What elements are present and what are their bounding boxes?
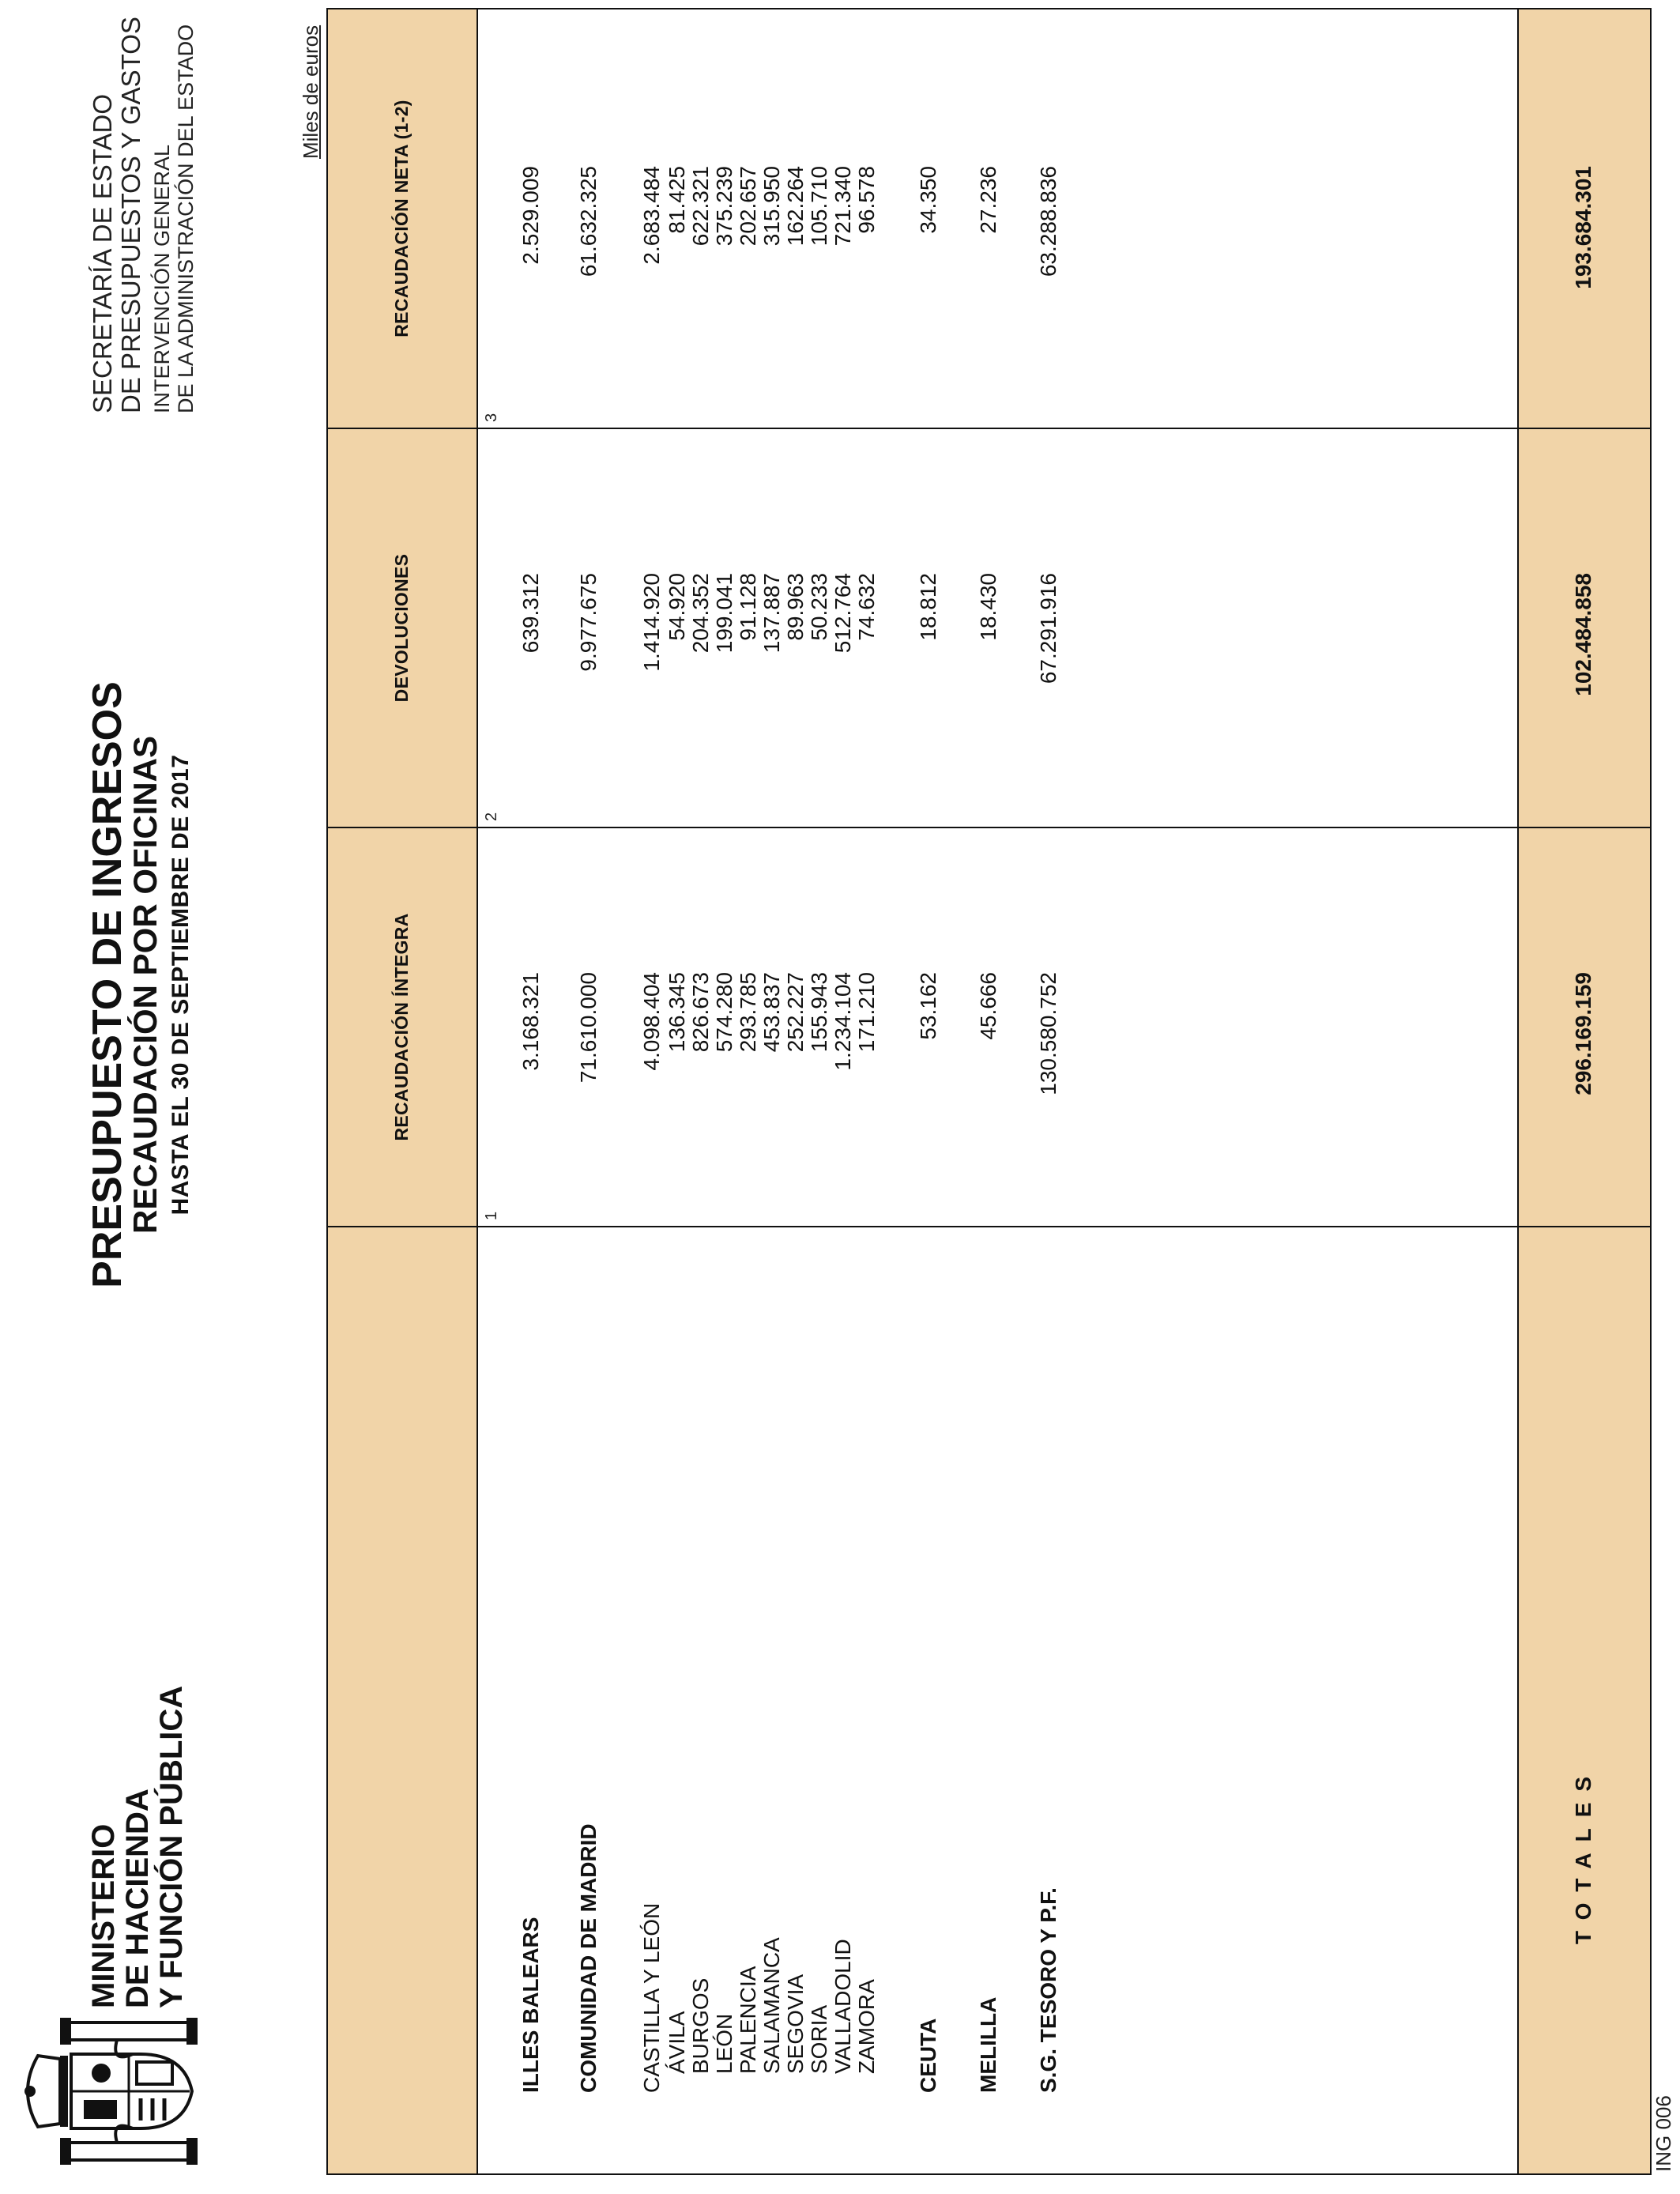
total-neta: 193.684.301 xyxy=(1571,166,1595,289)
cell-integra: 171.210 xyxy=(854,972,879,1053)
document-title: PRESUPUESTO DE INGRESOS xyxy=(85,681,130,1288)
row-label-comunidad-madrid: COMUNIDAD DE MADRID xyxy=(576,1823,601,2093)
cell-neta: 622.321 xyxy=(688,166,713,247)
intervention-line-2: DE LA ADMINISTRACIÓN DEL ESTADO xyxy=(174,24,198,413)
cell-integra: 3.168.321 xyxy=(518,972,543,1071)
row-label-valladolid: VALLADOLID xyxy=(831,1939,855,2074)
cell-integra: 826.673 xyxy=(688,972,713,1053)
cell-neta: 162.264 xyxy=(783,166,808,247)
cell-neta: 61.632.325 xyxy=(576,166,601,277)
cell-neta: 96.578 xyxy=(854,166,879,234)
col-number-2: 2 xyxy=(483,812,500,821)
cell-integra: 45.666 xyxy=(976,972,1000,1040)
cell-neta: 2.529.009 xyxy=(518,166,543,265)
intervention-label xyxy=(150,25,198,413)
cell-devoluciones: 199.041 xyxy=(712,573,736,654)
units-label: Miles de euros xyxy=(299,25,322,159)
cell-neta: 105.710 xyxy=(807,166,831,247)
total-devoluciones: 102.484.858 xyxy=(1571,573,1595,696)
row-label-palencia: PALENCIA xyxy=(736,1966,760,2074)
cell-devoluciones: 18.812 xyxy=(916,573,940,641)
cell-devoluciones: 9.977.675 xyxy=(576,573,601,672)
cell-integra: 130.580.752 xyxy=(1036,972,1060,1095)
secretariat-line-1: SECRETARÍA DE ESTADO xyxy=(88,93,117,413)
col-header-integra: RECAUDACIÓN ÍNTEGRA xyxy=(391,913,412,1141)
cell-neta: 315.950 xyxy=(759,166,784,247)
header-divider xyxy=(477,9,478,2173)
coat-of-arms-icon xyxy=(22,2016,204,2166)
cell-devoluciones: 54.920 xyxy=(665,573,689,641)
cell-integra: 1.234.104 xyxy=(831,972,855,1071)
cell-devoluciones: 639.312 xyxy=(518,573,543,654)
row-label-leon: LEÓN xyxy=(712,2013,736,2074)
cell-neta: 2.683.484 xyxy=(639,166,664,265)
row-label-illes-balears: ILLES BALEARS xyxy=(518,1917,543,2093)
cell-neta: 202.657 xyxy=(736,166,760,247)
col-number-1: 1 xyxy=(483,1211,500,1220)
col-divider-2 xyxy=(328,827,1650,828)
intervention-line-1: INTERVENCIÓN GENERAL xyxy=(150,144,174,413)
cell-devoluciones: 91.128 xyxy=(736,573,760,641)
cell-integra: 4.098.404 xyxy=(639,972,664,1071)
col-divider-3 xyxy=(328,428,1650,429)
row-label-salamanca: SALAMANCA xyxy=(759,1937,784,2074)
total-integra: 296.169.159 xyxy=(1571,972,1595,1095)
ministry-line-2: DE HACIENDA xyxy=(120,1789,155,2008)
cell-integra: 574.280 xyxy=(712,972,736,1053)
cell-integra: 53.162 xyxy=(916,972,940,1040)
row-label-melilla: MELILLA xyxy=(976,1996,1000,2093)
cell-neta: 63.288.836 xyxy=(1036,166,1060,277)
cell-devoluciones: 137.887 xyxy=(759,573,784,654)
ministry-line-3: Y FUNCIÓN PÚBLICA xyxy=(154,1685,189,2008)
row-label-sg-tesoro: S.G. TESORO Y P.F. xyxy=(1036,1887,1060,2093)
ministry-name xyxy=(87,1686,189,2008)
cell-neta: 81.425 xyxy=(665,166,689,234)
col-header-neta: RECAUDACIÓN NETA (1-2) xyxy=(391,100,412,337)
row-label-zamora: ZAMORA xyxy=(854,1979,879,2074)
totals-label: TOTALES xyxy=(1571,1765,1595,1944)
col-divider-1 xyxy=(328,1226,1650,1227)
cell-devoluciones: 74.632 xyxy=(854,573,879,641)
form-code: ING 006 xyxy=(1652,2095,1675,2172)
row-label-castilla-leon: CASTILLA Y LEÓN xyxy=(639,1902,664,2093)
cell-integra: 136.345 xyxy=(665,972,689,1053)
cell-devoluciones: 67.291.916 xyxy=(1036,573,1060,684)
row-label-avila: ÁVILA xyxy=(665,2011,689,2074)
cell-integra: 71.610.000 xyxy=(576,972,601,1084)
cell-devoluciones: 1.414.920 xyxy=(639,573,664,672)
cell-devoluciones: 18.430 xyxy=(976,573,1000,641)
row-label-soria: SORIA xyxy=(807,2004,831,2074)
totals-divider xyxy=(1517,9,1519,2173)
cell-devoluciones: 89.963 xyxy=(783,573,808,641)
cell-devoluciones: 50.233 xyxy=(807,573,831,641)
row-label-segovia: SEGOVIA xyxy=(783,1973,808,2074)
cell-neta: 34.350 xyxy=(916,166,940,234)
col-header-devoluciones: DEVOLUCIONES xyxy=(391,553,412,703)
secretariat-label xyxy=(89,17,145,413)
document-subtitle: RECAUDACIÓN POR OFICINAS xyxy=(126,735,164,1235)
cell-integra: 293.785 xyxy=(736,972,760,1053)
cell-integra: 155.943 xyxy=(807,972,831,1053)
cell-devoluciones: 512.764 xyxy=(831,573,855,654)
cell-neta: 721.340 xyxy=(831,166,855,247)
cell-integra: 453.837 xyxy=(759,972,784,1053)
col-number-3: 3 xyxy=(483,413,500,422)
cell-integra: 252.227 xyxy=(783,972,808,1053)
row-label-ceuta: CEUTA xyxy=(916,2018,940,2093)
row-label-burgos: BURGOS xyxy=(688,1977,713,2074)
cell-neta: 27.236 xyxy=(976,166,1000,234)
document-date: HASTA EL 30 DE SEPTIEMBRE DE 2017 xyxy=(168,754,194,1216)
ministry-line-1: MINISTERIO xyxy=(86,1823,121,2008)
cell-devoluciones: 204.352 xyxy=(688,573,713,654)
revenue-table xyxy=(326,8,1652,2175)
cell-neta: 375.239 xyxy=(712,166,736,247)
secretariat-line-2: DE PRESUPUESTOS Y GASTOS xyxy=(116,17,145,413)
